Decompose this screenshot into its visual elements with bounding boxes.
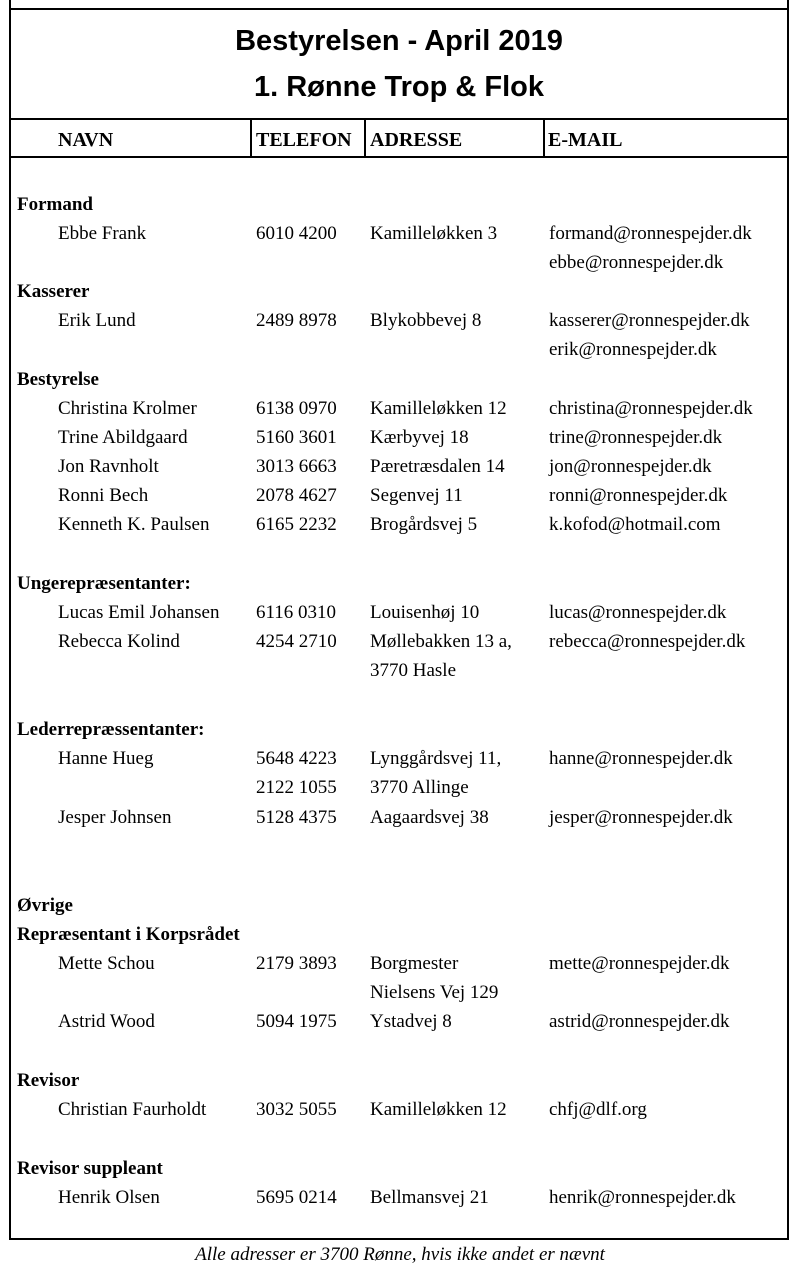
- column-header-phone: TELEFON: [256, 129, 352, 151]
- section-heading: Kasserer: [17, 281, 90, 302]
- table-row: Lucas Emil Johansen 6116 0310 Louisenhøj 10 lucas@ronnespejder.dk: [58, 602, 727, 623]
- column-header-name: NAVN: [58, 129, 114, 151]
- table-row: Jesper Johnsen 5128 4375 Aagaardsvej 38 jesper@ronnespejder.dk: [58, 807, 733, 828]
- table-row: Kenneth K. Paulsen 6165 2232 Brogårdsvej 5 k.kofod@hotmail.com: [58, 514, 721, 535]
- table-row: Mette Schou 2179 3893 Borgmester mette@ronnespejder.dk: [58, 953, 730, 974]
- page-subtitle: 1. Rønne Trop & Flok: [253, 71, 544, 103]
- section-heading: Repræsentant i Korpsrådet: [17, 924, 240, 945]
- section-heading: Revisor suppleant: [17, 1158, 163, 1179]
- section-heading: Ungerepræsentanter:: [17, 573, 191, 594]
- table-row: Trine Abildgaard 5160 3601 Kærbyvej 18 trine@ronnespejder.dk: [58, 427, 723, 448]
- column-divider: [364, 120, 366, 158]
- table-row: Christian Faurholdt 3032 5055 Kamilleløkken 12 chfj@dlf.org: [58, 1099, 647, 1120]
- section-heading: Revisor: [17, 1070, 80, 1091]
- table-row: erik@ronnespejder.dk: [549, 339, 717, 360]
- table-row: Ronni Bech 2078 4627 Segenvej 11 ronni@ronnespejder.dk: [58, 485, 728, 506]
- table-row: Hanne Hueg 5648 4223 Lynggårdsvej 11, hanne@ronnespejder.dk: [58, 748, 733, 769]
- column-header-address: ADRESSE: [370, 129, 463, 151]
- footer-note: Alle adresser er 3700 Rønne, hvis ikke andet er nævnt: [195, 1244, 605, 1265]
- table-row: Rebecca Kolind 4254 2710 Møllebakken 13 a, rebecca@ronnespejder.dk: [58, 631, 746, 652]
- column-header-email: E-MAIL: [548, 129, 623, 151]
- table-row: Jon Ravnholt 3013 6663 Pæretræsdalen 14 jon@ronnespejder.dk: [58, 456, 712, 477]
- table-row: Christina Krolmer 6138 0970 Kamilleløkken 12 christina@ronnespejder.dk: [58, 398, 753, 419]
- section-heading: Bestyrelse: [17, 369, 99, 390]
- title-box: [9, 8, 789, 120]
- table-row: 3770 Hasle: [370, 660, 457, 681]
- column-divider: [250, 120, 252, 158]
- column-divider: [543, 120, 545, 158]
- table-row: Erik Lund 2489 8978 Blykobbevej 8 kasserer@ronnespejder.dk: [58, 310, 750, 331]
- page-title: Bestyrelsen - April 2019: [235, 25, 563, 57]
- table-row: 2122 1055 3770 Allinge: [256, 777, 469, 798]
- table-row: ebbe@ronnespejder.dk: [549, 252, 724, 273]
- table-row: Nielsens Vej 129: [370, 982, 499, 1003]
- column-header-row: [9, 120, 789, 158]
- section-heading: Øvrige: [17, 895, 73, 916]
- table-row: Astrid Wood 5094 1975 Ystadvej 8 astrid@ronnespejder.dk: [58, 1011, 730, 1032]
- table-row: Henrik Olsen 5695 0214 Bellmansvej 21 henrik@ronnespejder.dk: [58, 1187, 736, 1208]
- section-heading: Formand: [17, 194, 93, 215]
- table-row: Ebbe Frank 6010 4200 Kamilleløkken 3 formand@ronnespejder.dk: [58, 223, 752, 244]
- section-heading: Lederrepræssentanter:: [17, 719, 205, 740]
